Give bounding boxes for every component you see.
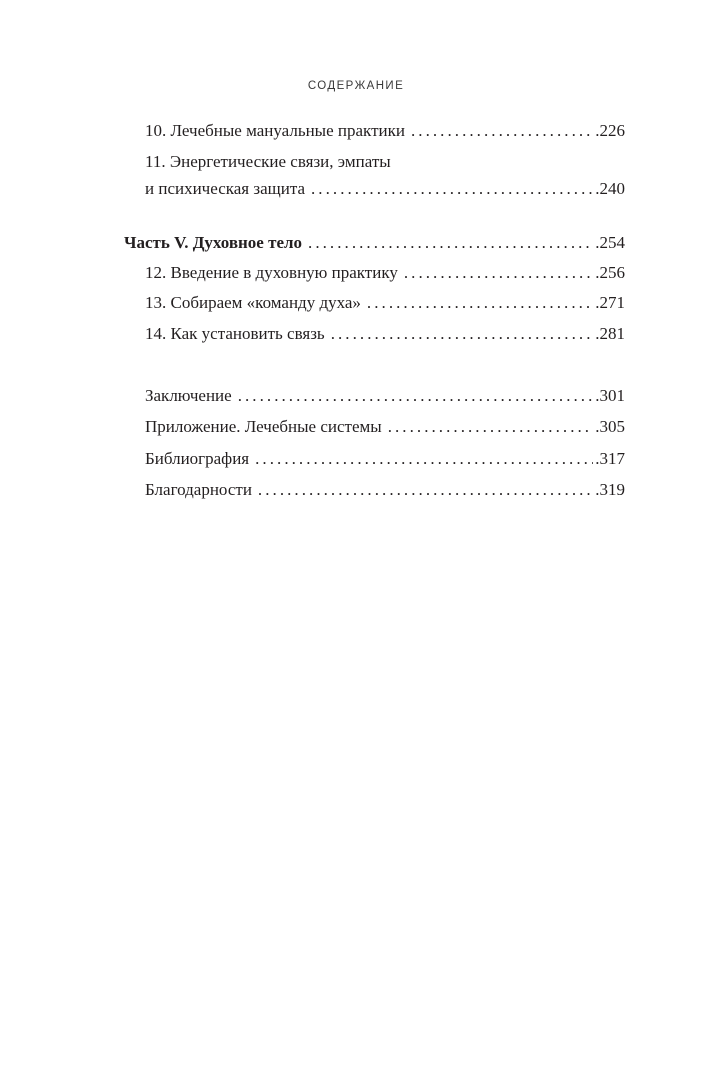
toc-page-number: .317 [595, 449, 625, 468]
toc-part-title: Часть V. Духовное тело [124, 233, 303, 252]
toc-entry-title-continued: и психическая защита [145, 179, 305, 198]
toc-page-number: .301 [595, 386, 625, 405]
toc-entry-title: 10. Лечебные мануальные практики [145, 121, 405, 140]
toc-entry-title: Благодарности [145, 480, 252, 499]
dot-leader [388, 417, 594, 437]
dot-leader [411, 121, 593, 141]
toc-page-number: .271 [595, 293, 625, 312]
toc-entry-title: 11. Энергетические связи, эмпаты [145, 152, 391, 171]
dot-leader [311, 179, 593, 199]
toc-entry-title: Приложение. Лечебные системы [145, 417, 382, 436]
dot-leader [308, 233, 593, 253]
toc-entry-title: 14. Как установить связь [145, 324, 325, 343]
dot-leader [258, 480, 593, 500]
toc-page-number: .281 [595, 324, 625, 343]
toc-entry-chapter-14[interactable] [145, 324, 625, 344]
toc-entry-chapter-13[interactable] [145, 293, 625, 313]
toc-entry-title: 13. Собираем «команду духа» [145, 293, 361, 312]
toc-entry-conclusion[interactable] [145, 386, 625, 406]
dot-leader [255, 449, 593, 469]
running-head: СОДЕРЖАНИЕ [307, 80, 405, 92]
dot-leader [238, 386, 594, 406]
toc-entry-title: Библиография [145, 449, 250, 468]
toc-entry-title: 12. Введение в духовную практику [145, 263, 398, 282]
toc-entry-part-5[interactable] [124, 233, 625, 253]
dot-leader [367, 293, 593, 313]
toc-entry-acknowledgments[interactable] [145, 480, 625, 500]
toc-entry-appendix[interactable] [145, 417, 625, 437]
toc-entry-chapter-10[interactable] [145, 121, 625, 141]
toc-page-number: .256 [595, 263, 625, 282]
toc-page-number: .305 [595, 417, 625, 436]
toc-page-number: .226 [595, 121, 625, 140]
toc-page-number: .319 [595, 480, 625, 499]
toc-entry-title: Заключение [145, 386, 232, 405]
dot-leader [404, 263, 593, 283]
dot-leader [331, 324, 594, 344]
toc-entry-bibliography[interactable] [145, 449, 625, 469]
toc-entry-chapter-11-continued[interactable] [145, 179, 625, 199]
toc-page-number: .254 [595, 233, 625, 252]
toc-page-number: .240 [595, 179, 625, 198]
toc-entry-chapter-12[interactable] [145, 263, 625, 283]
toc-entry-chapter-11[interactable] [145, 152, 625, 172]
